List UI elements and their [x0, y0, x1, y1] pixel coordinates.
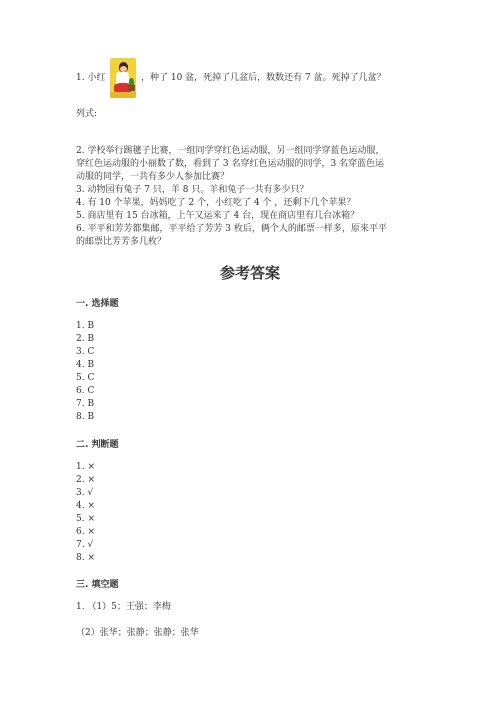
girl-with-flower-pot-image — [110, 58, 136, 98]
answer-item: 6. × — [76, 527, 95, 537]
question-line: 2. 学校举行踢毽子比赛，一组同学穿红色运动服，另一组同学穿蓝色运动服， — [76, 146, 385, 156]
answer-item: 4. B — [76, 360, 95, 370]
formula-label: 列式: — [76, 109, 98, 119]
answer-item: 5. × — [76, 514, 95, 524]
question-line: 的邮票比芳芳多几枚？ — [76, 237, 167, 247]
section-heading-choice: 一. 选择题 — [76, 299, 119, 309]
question-line: 3. 动物园有兔子 7 只，羊 8 只。羊和兔子一共有多少只？ — [76, 185, 309, 195]
section-heading-judge: 二. 判断题 — [76, 440, 119, 450]
answer-item: 3. C — [76, 347, 95, 357]
question-line: 5. 商店里有 15 台冰箱，上午又运来了 4 台，现在商店里有几台冰箱？ — [76, 211, 360, 221]
question-line: 4. 有 10 个苹果，妈妈吃了 2 个，小红吃了 4 个 ，还剩下几个苹果？ — [76, 198, 356, 208]
section-heading-fill: 三. 填空题 — [76, 580, 119, 590]
answer-item: （2）张华；张静；张静；张华 — [76, 628, 199, 638]
answer-item: 1. B — [76, 321, 95, 331]
answer-item: 7. B — [76, 399, 95, 409]
answer-item: 3. √ — [76, 488, 94, 498]
answer-item: 6. C — [76, 386, 95, 396]
question-line: 穿红色运动服的小丽数了数，看到了 3 名穿红色运动服的同学，3 名穿蓝色运 — [76, 159, 385, 169]
answer-item: 2. × — [76, 475, 95, 485]
answer-key-title: 参考答案 — [219, 264, 280, 282]
question-line: 动服的同学，一共有多少人参加比赛？ — [76, 172, 230, 182]
answer-item: 1. （1）5；王强；李梅 — [76, 602, 171, 612]
answer-item: 1. × — [76, 462, 95, 472]
answer-item: 2. B — [76, 334, 95, 344]
question-line: 6. 平平和芳芳都集邮，平平给了芳芳 3 枚后，俩个人的邮票一样多，原来平平 — [76, 224, 387, 234]
answer-item: 8. B — [76, 412, 95, 422]
answer-item: 7. √ — [76, 540, 94, 550]
answer-item: 4. × — [76, 501, 95, 511]
answer-item: 8. × — [76, 553, 95, 563]
question-1-text: ，种了 10 盆，死掉了几盆后，数数还有 7 盆。死掉了几盆？ — [141, 73, 386, 83]
question-1-prefix: 1. 小红 — [76, 73, 106, 83]
answer-item: 5. C — [76, 373, 95, 383]
